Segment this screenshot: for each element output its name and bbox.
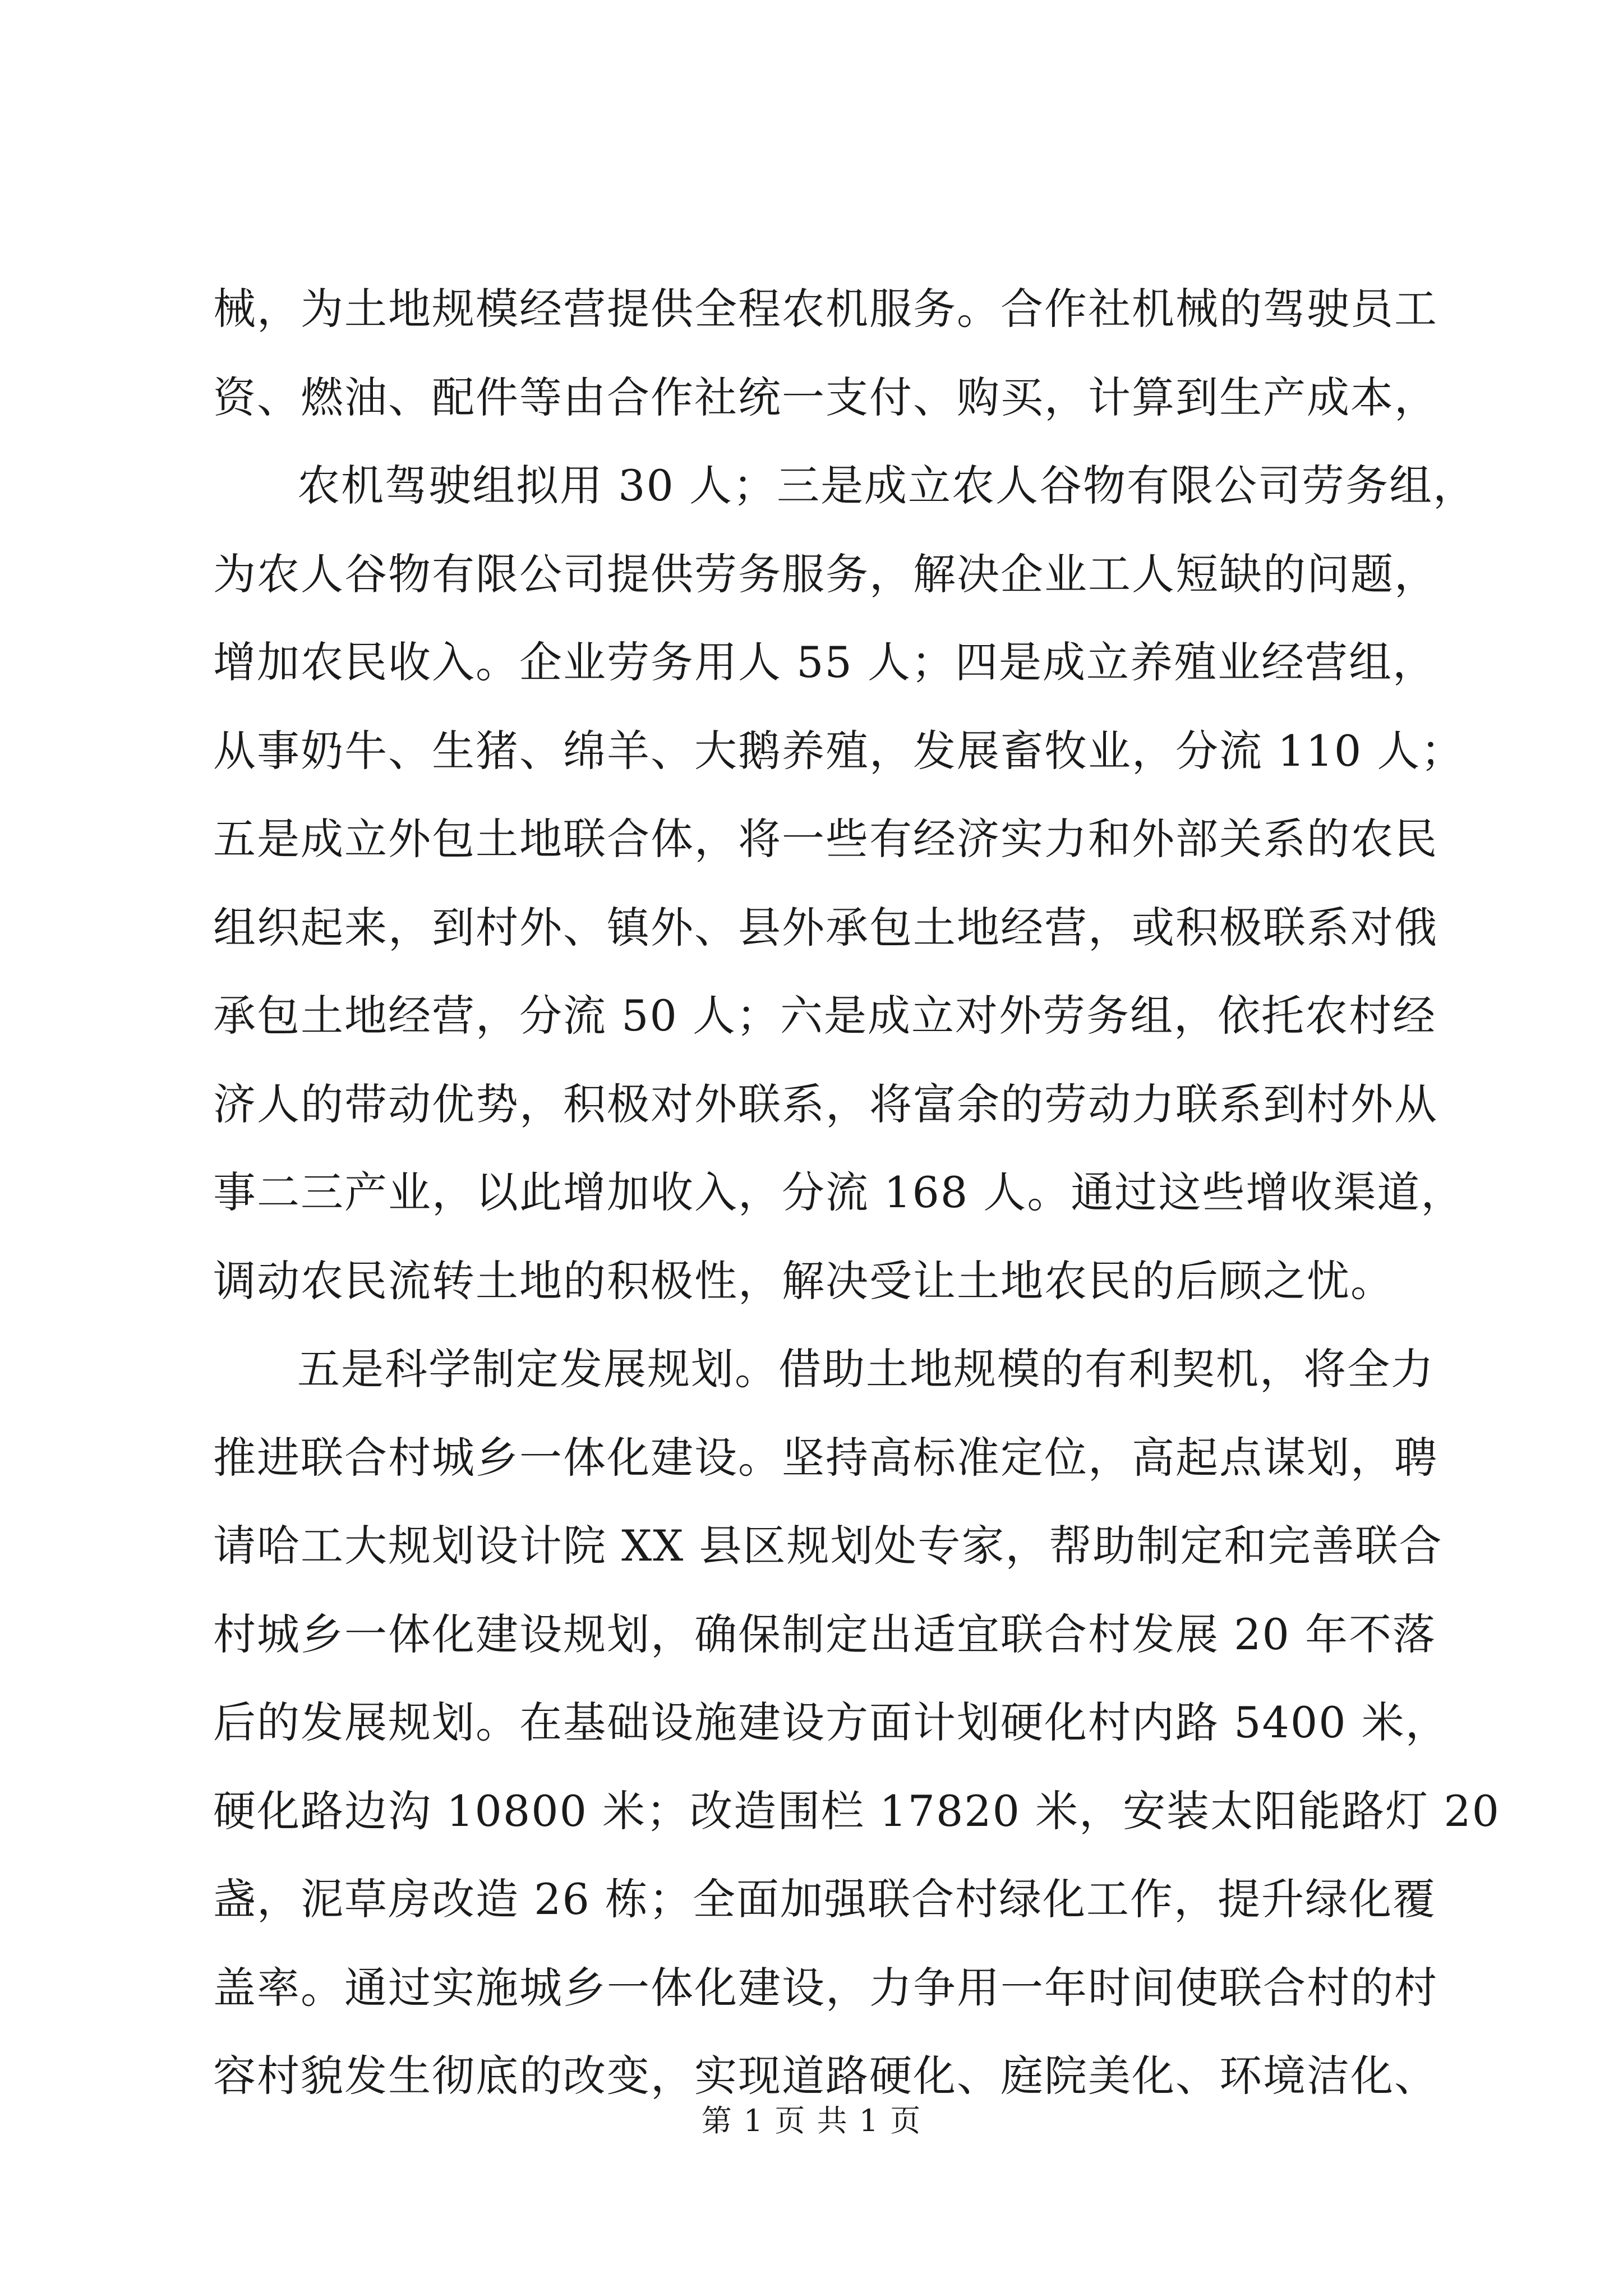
text-line: 农机驾驶组拟用 30 人；三是成立农人谷物有限公司劳务组， (297, 461, 1477, 510)
text-line: 组织起来，到村外、镇外、县外承包土地经营，或积极联系对俄 (213, 902, 1438, 953)
text-line: 从事奶牛、生猪、绵羊、大鹅养殖，发展畜牧业，分流 110 人； (213, 725, 1465, 776)
text-line: 五是科学制定发展规划。借助土地规模的有利契机，将全力 (297, 1344, 1435, 1394)
document-body (213, 265, 1501, 2120)
text-line: 推进联合村城乡一体化建设。坚持高标准定位，高起点谋划，聘 (213, 1432, 1438, 1483)
page-footer: 第 1 页 共 1 页 (701, 2103, 922, 2138)
text-line: 资、燃油、配件等由合作社统一支付、购买，计算到生产成本， (213, 372, 1438, 422)
text-line: 为农人谷物有限公司提供劳务服务，解决企业工人短缺的问题， (213, 549, 1438, 599)
text-line: 村城乡一体化建设规划，确保制定出适宜联合村发展 20 年不落 (213, 1609, 1437, 1659)
text-line: 增加农民收入。企业劳务用人 55 人；四是成立养殖业经营组， (213, 637, 1437, 687)
text-line: 调动农民流转土地的积极性，解决受让土地农民的后顾之忧。 (213, 1255, 1394, 1306)
text-line: 硬化路边沟 10800 米；改造围栏 17820 米，安装太阳能路灯 20 (213, 1786, 1501, 1836)
text-line: 事二三产业，以此增加收入，分流 168 人。通过这些增收渠道， (213, 1167, 1465, 1217)
text-line: 盖率。通过实施城乡一体化建设，力争用一年时间使联合村的村 (213, 1962, 1438, 2013)
text-line: 械，为土地规模经营提供全程农机服务。合作社机械的驾驶员工 (213, 284, 1438, 334)
text-line: 五是成立外包土地联合体，将一些有经济实力和外部关系的农民 (213, 814, 1438, 864)
text-line: 承包土地经营，分流 50 人；六是成立对外劳务组，依托农村经 (213, 991, 1437, 1041)
text-line: 盏，泥草房改造 26 栋；全面加强联合村绿化工作，提升绿化覆 (213, 1874, 1437, 1924)
text-line: 济人的带动优势，积极对外联系，将富余的劳动力联系到村外从 (213, 1079, 1438, 1129)
text-line: 后的发展规划。在基础设施建设方面计划硬化村内路 5400 米， (213, 1697, 1449, 1747)
text-line: 容村貌发生彻底的改变，实现道路硬化、庭院美化、环境洁化、 (213, 2051, 1438, 2101)
text-line: 请哈工大规划设计院 XX 县区规划处专家，帮助制定和完善联合 (213, 1521, 1443, 1571)
